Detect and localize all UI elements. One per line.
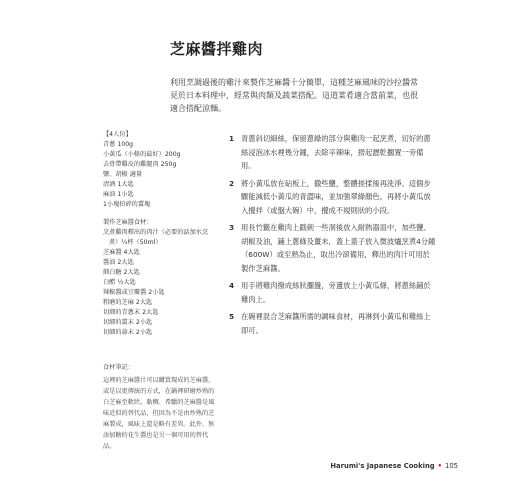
- recipe-intro: 利用烹調過後的雞汁來製作芝麻醬十分簡單，這種芝麻風味的沙拉醬常見於日本料理中，經常與肉類及蔬菜搭配。這道菜肴適合當前菜，也很適合搭配涼麵。: [170, 78, 418, 113]
- ingredient-item: 1小塊拍碎的薑塊: [103, 201, 151, 208]
- step-text: 將小黃瓜放在砧板上，撒些鹽，整體搓揉後再洗淨。這個步驟能減低小黃瓜的青澀味，並加強翠綠顏色。再將小黃瓜放入攪拌（或盤大碗）中，攪成不規則狀的小段。: [241, 178, 431, 215]
- recipe-title: 芝麻醬拌雞肉: [170, 40, 264, 58]
- sauce-item: 粗磨的芝麻 2大匙: [103, 299, 153, 306]
- ingredients-column: [103, 130, 218, 338]
- ingredient-item: 鹽、胡椒 適量: [103, 171, 143, 178]
- page-number: 105: [445, 462, 458, 470]
- sauce-item: 醬油 2大匙: [103, 259, 134, 266]
- ingredient-item: 麻油 1小匙: [103, 191, 134, 198]
- sauce-item: 切細的青蔥末 2大匙: [103, 309, 159, 316]
- ingredient-item: 去骨帶雞皮的雞腿肉 250g: [103, 161, 177, 168]
- step-text: 在碗裡混合芝麻醬所需的調味食材，再淋到小黃瓜和雞絲上即可。: [241, 312, 431, 335]
- step-text: 用長竹籤在雞肉上戳刺一些洞後放入耐熱器皿中，加些鹽、胡椒及油，鋪上蔥綠及薑末，蓋上蓋子放入微波爐烹煮4分鐘（600W）或至熟為止，取出冷卻備用，釋出的肉汁可用於製作芝麻醬。: [241, 223, 436, 273]
- step-item: [229, 177, 437, 218]
- step-item: [229, 279, 437, 306]
- sauce-header: 製作芝麻醬食材：: [103, 219, 153, 226]
- sauce-item: 芝麻醬 4大匙: [103, 249, 140, 256]
- step-item: [229, 132, 437, 173]
- page-footer: [330, 462, 458, 470]
- step-number: 5: [229, 312, 235, 321]
- sauce-item: 細白糖 2大匙: [103, 269, 140, 276]
- sauce-item: 切細的薑末 2小匙: [103, 319, 153, 326]
- sauce-item: 切細的蒜末 2小匙: [103, 329, 153, 336]
- book-title: Harumi's Japanese Cooking: [330, 462, 435, 470]
- sauce-item: 煮）¼杯（50ml）: [109, 239, 162, 246]
- step-item: [229, 221, 437, 275]
- step-text: 青蔥斜切細絲，保留蔥綠的部分與雞肉一起烹煮，切好的蔥絲浸泡冰水裡幾分鐘，去除辛辣味，撈起瀝乾擱置一旁備用。: [241, 134, 431, 170]
- step-number: 1: [229, 134, 235, 143]
- step-text: 用手將雞肉撥成絲狀擱盤，旁邊放上小黃瓜條，將蔥絲鋪於雞肉上。: [241, 281, 431, 304]
- ingredient-note: [103, 362, 218, 452]
- step-number: 4: [229, 281, 235, 290]
- step-item: [229, 310, 437, 337]
- note-text: 這裡的芝麻醬汁可以購買現成的芝麻醬，或是以更傳統的方式，在鍋裡研磨炒熟的白芝麻至軟狀。黏稠、希臘的芝麻醬是風味近似的替代品，但因為不是由炒熟的芝麻製成，風味上還是略有差異。此外，無添加糖的花生醬也是另一個可用的替代品。: [103, 377, 215, 450]
- ingredient-item: 青蔥 100g: [103, 141, 134, 148]
- bullet-icon: •: [437, 462, 443, 470]
- step-number: 3: [229, 223, 235, 232]
- sauce-item: 辣椒醬或豆瓣醬 2小匙: [103, 289, 165, 296]
- sauce-item: 白醋 ½大匙: [103, 279, 136, 286]
- ingredient-item: 小黃瓜（小條的最好）200g: [103, 151, 181, 158]
- sauce-item: 烹煮雞肉釋出的肉汁（必要的話加水烹: [103, 229, 209, 236]
- note-title: 食材筆記：: [103, 364, 134, 371]
- steps-column: [229, 132, 437, 341]
- step-number: 2: [229, 178, 235, 188]
- servings-label: 【4人份】: [103, 131, 132, 138]
- ingredient-item: 清酒 1大匙: [103, 181, 134, 188]
